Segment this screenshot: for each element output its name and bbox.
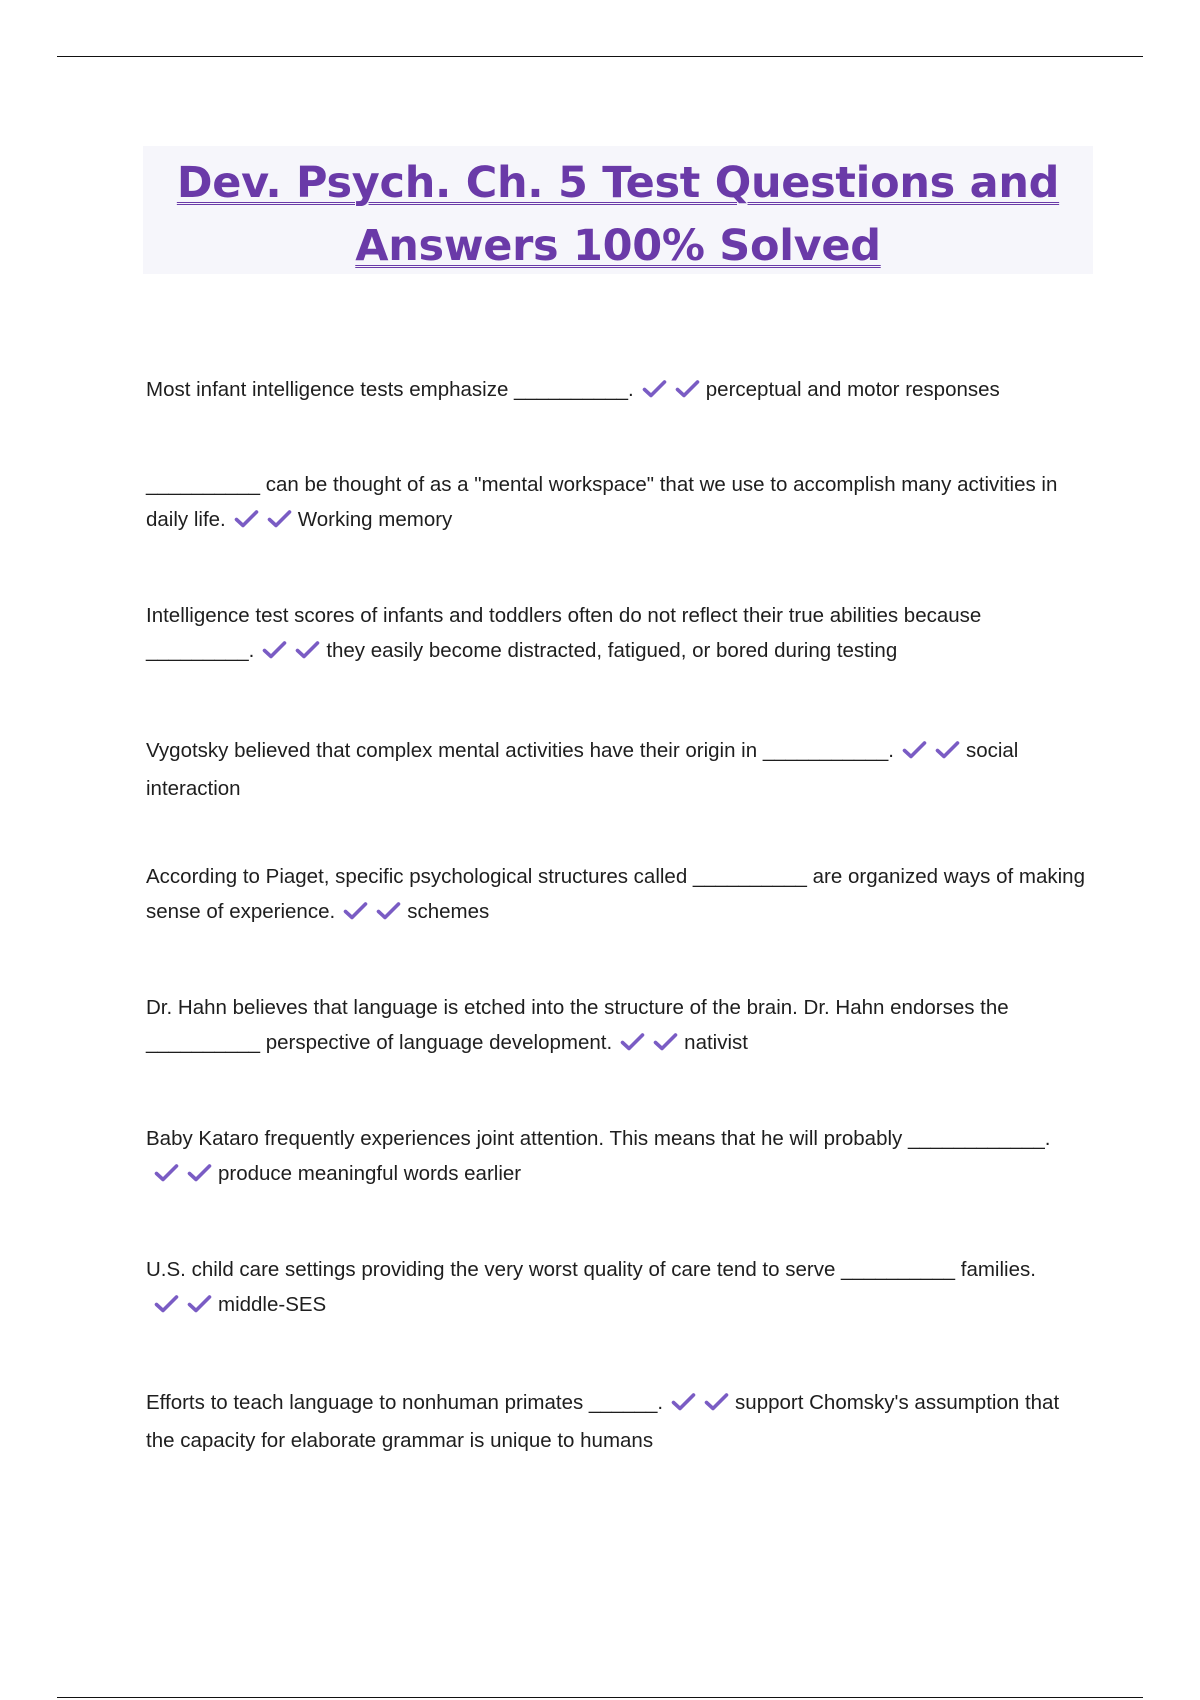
check-icon bbox=[902, 740, 927, 760]
check-icon bbox=[675, 379, 700, 399]
answer-text: they easily become distracted, fatigued, or bored during testing bbox=[326, 639, 898, 662]
question-text: Intelligence test scores of infants and toddlers often do not reflect their true abilities because _________. bbox=[146, 604, 982, 662]
question-text: __________ can be thought of as a "mental workspace" that we use to accomplish many activities in daily life. bbox=[146, 473, 1058, 531]
bottom-rule bbox=[57, 1697, 1143, 1698]
document-title: Dev. Psych. Ch. 5 Test Questions and Answers 100% Solved bbox=[176, 158, 1060, 271]
check-icon bbox=[935, 740, 960, 760]
answer-marker bbox=[902, 736, 960, 771]
answer-marker bbox=[642, 375, 700, 410]
check-icon bbox=[187, 1294, 212, 1314]
question-text: Efforts to teach language to nonhuman primates ______. bbox=[146, 1391, 664, 1414]
qa-item bbox=[146, 372, 1086, 410]
answer-text: perceptual and motor responses bbox=[705, 378, 1000, 401]
qa-item bbox=[146, 990, 1086, 1063]
answer-text: social interaction bbox=[146, 739, 1019, 800]
question-text: Baby Kataro frequently experiences joint attention. This means that he will probably ____________. bbox=[146, 1127, 1051, 1150]
answer-marker bbox=[343, 897, 401, 932]
question-text: According to Piaget, specific psychological structures called __________ are organized ways of making sense of experience. bbox=[146, 865, 1085, 923]
qa-item bbox=[146, 1252, 1086, 1325]
qa-item bbox=[146, 598, 1086, 671]
answer-text: nativist bbox=[684, 1031, 748, 1054]
check-icon bbox=[704, 1392, 729, 1412]
qa-item bbox=[146, 859, 1086, 932]
question-text: Dr. Hahn believes that language is etched into the structure of the brain. Dr. Hahn endorses the __________ perspective of language development. bbox=[146, 996, 1009, 1054]
check-icon bbox=[187, 1163, 212, 1183]
check-icon bbox=[642, 379, 667, 399]
qa-item bbox=[146, 467, 1086, 540]
qa-item bbox=[146, 1121, 1086, 1194]
check-icon bbox=[620, 1032, 645, 1052]
answer-marker bbox=[154, 1290, 212, 1325]
answer-marker bbox=[671, 1388, 729, 1423]
question-text: U.S. child care settings providing the very worst quality of care tend to serve __________ families. bbox=[146, 1258, 1036, 1281]
check-icon bbox=[376, 901, 401, 921]
answer-text: schemes bbox=[407, 900, 490, 923]
check-icon bbox=[154, 1294, 179, 1314]
answer-marker bbox=[262, 636, 320, 671]
check-icon bbox=[671, 1392, 696, 1412]
answer-text: produce meaningful words earlier bbox=[218, 1162, 522, 1185]
question-text: Most infant intelligence tests emphasize __________. bbox=[146, 378, 634, 401]
answer-marker bbox=[234, 505, 292, 540]
top-rule bbox=[57, 56, 1143, 57]
qa-item bbox=[146, 733, 1086, 806]
question-text: Vygotsky believed that complex mental activities have their origin in ___________. bbox=[146, 739, 894, 762]
qa-item bbox=[146, 1385, 1086, 1458]
title-banner bbox=[143, 146, 1093, 274]
check-icon bbox=[343, 901, 368, 921]
check-icon bbox=[653, 1032, 678, 1052]
answer-marker bbox=[154, 1159, 212, 1194]
check-icon bbox=[154, 1163, 179, 1183]
answer-text: Working memory bbox=[297, 508, 453, 531]
check-icon bbox=[267, 509, 292, 529]
check-icon bbox=[295, 640, 320, 660]
check-icon bbox=[234, 509, 259, 529]
answer-text: support Chomsky's assumption that the capacity for elaborate grammar is unique to humans bbox=[146, 1391, 1060, 1452]
answer-text: middle-SES bbox=[218, 1293, 327, 1316]
answer-marker bbox=[620, 1028, 678, 1063]
check-icon bbox=[262, 640, 287, 660]
